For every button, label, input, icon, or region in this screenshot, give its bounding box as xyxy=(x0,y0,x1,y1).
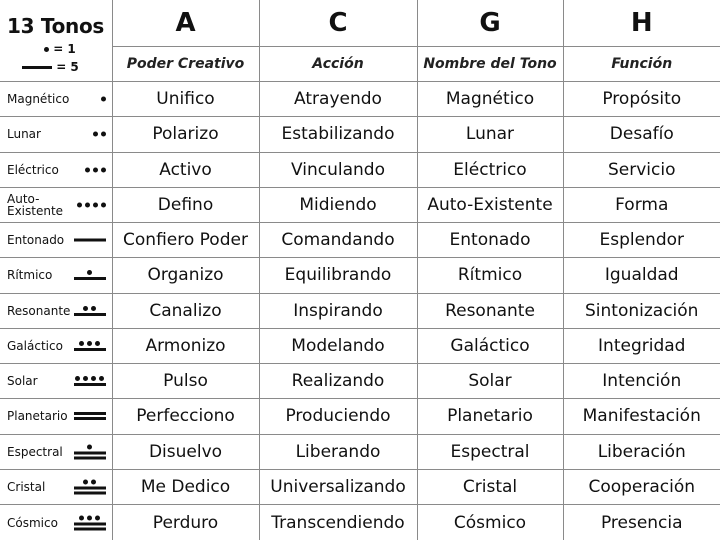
dot-icon xyxy=(99,376,104,381)
tone-row xyxy=(0,469,720,504)
funcion-cell: Cooperación xyxy=(563,469,720,504)
dot-icon xyxy=(83,376,88,381)
dot-icon xyxy=(93,167,98,172)
poder-creativo-cell: Armonizo xyxy=(112,328,259,363)
nombre-del-tono-cell: Entonado xyxy=(417,223,563,258)
accion-cell: Vinculando xyxy=(259,152,417,187)
tone-row xyxy=(0,258,720,293)
bar-icon xyxy=(74,486,106,489)
dot-icon xyxy=(85,167,90,172)
tone-row xyxy=(0,505,720,540)
tone-glyph-icon xyxy=(74,376,106,386)
column-desc-poder-creativo: Poder Creativo xyxy=(112,47,259,82)
accion-cell: Midiendo xyxy=(259,187,417,222)
dot-icon xyxy=(95,341,100,346)
bar-icon xyxy=(74,417,106,420)
bar-icon xyxy=(74,348,106,351)
funcion-cell: Manifestación xyxy=(563,399,720,434)
accion-cell: Transcendiendo xyxy=(259,505,417,540)
dot-icon xyxy=(95,515,100,520)
tone-name: Magnético xyxy=(7,92,70,107)
accion-cell: Realizando xyxy=(259,364,417,399)
tone-glyph-icon xyxy=(74,306,106,316)
dot-icon xyxy=(87,341,92,346)
accion-cell: Liberando xyxy=(259,434,417,469)
legend-dot-label: = 1 xyxy=(53,42,76,56)
dot-icon xyxy=(83,306,88,311)
tone-name: Resonante xyxy=(7,303,71,318)
dots-icon xyxy=(85,167,106,172)
column-desc-funcion: Función xyxy=(563,47,720,82)
nombre-del-tono-cell: Eléctrico xyxy=(417,152,563,187)
bar-icon xyxy=(74,412,106,415)
nombre-del-tono-cell: Lunar xyxy=(417,117,563,152)
dot-icon xyxy=(75,376,80,381)
tone-row xyxy=(0,117,720,152)
tone-cell xyxy=(0,293,112,328)
tone-name: Lunar xyxy=(7,127,41,142)
dots-icon xyxy=(87,270,92,275)
accion-cell: Comandando xyxy=(259,223,417,258)
nombre-del-tono-cell: Cristal xyxy=(417,469,563,504)
nombre-del-tono-cell: Resonante xyxy=(417,293,563,328)
tone-row xyxy=(0,434,720,469)
accion-cell: Estabilizando xyxy=(259,117,417,152)
dot-icon xyxy=(87,444,92,449)
tone-cell xyxy=(0,434,112,469)
nombre-del-tono-cell: Planetario xyxy=(417,399,563,434)
tone-glyph-icon xyxy=(74,444,106,459)
nombre-del-tono-cell: Espectral xyxy=(417,434,563,469)
nombre-del-tono-cell: Galáctico xyxy=(417,328,563,363)
bar-icon xyxy=(22,66,52,69)
accion-cell: Inspirando xyxy=(259,293,417,328)
dot-icon xyxy=(101,97,106,102)
poder-creativo-cell: Perfecciono xyxy=(112,399,259,434)
bar-icon xyxy=(74,277,106,280)
tone-name: Entonado xyxy=(7,233,65,248)
bar-icon xyxy=(74,527,106,530)
tone-name: Cósmico xyxy=(7,515,58,530)
legend-bar xyxy=(22,60,79,74)
poder-creativo-cell: Perduro xyxy=(112,505,259,540)
dot-icon xyxy=(83,479,88,484)
bar-icon xyxy=(74,456,106,459)
dots-icon xyxy=(101,97,106,102)
funcion-cell: Presencia xyxy=(563,505,720,540)
bar-icon xyxy=(74,491,106,494)
funcion-cell: Servicio xyxy=(563,152,720,187)
column-letter-a: A xyxy=(112,0,259,47)
tone-name: Auto- Existente xyxy=(7,191,64,218)
bar-icon xyxy=(74,239,106,242)
dots-icon xyxy=(79,341,100,346)
nombre-del-tono-cell: Rítmico xyxy=(417,258,563,293)
column-desc-nombre-del-tono: Nombre del Tono xyxy=(417,47,563,82)
funcion-cell: Liberación xyxy=(563,434,720,469)
accion-cell: Modelando xyxy=(259,328,417,363)
tone-name: Solar xyxy=(7,374,38,389)
funcion-cell: Desafío xyxy=(563,117,720,152)
tone-glyph-icon xyxy=(74,270,106,280)
accion-cell: Produciendo xyxy=(259,399,417,434)
poder-creativo-cell: Organizo xyxy=(112,258,259,293)
tone-glyph-icon xyxy=(74,515,106,530)
poder-creativo-cell: Activo xyxy=(112,152,259,187)
poder-creativo-cell: Polarizo xyxy=(112,117,259,152)
funcion-cell: Integridad xyxy=(563,328,720,363)
tone-glyph-icon xyxy=(74,341,106,351)
funcion-cell: Forma xyxy=(563,187,720,222)
tone-cell xyxy=(0,82,112,117)
tone-row xyxy=(0,399,720,434)
table-title: 13 Tonos xyxy=(7,14,105,38)
tone-cell xyxy=(0,152,112,187)
tone-cell xyxy=(0,469,112,504)
funcion-cell: Sintonización xyxy=(563,293,720,328)
funcion-cell: Propósito xyxy=(563,82,720,117)
nombre-del-tono-cell: Auto-Existente xyxy=(417,187,563,222)
poder-creativo-cell: Disuelvo xyxy=(112,434,259,469)
dot-icon xyxy=(93,132,98,137)
dot-icon xyxy=(79,341,84,346)
tone-glyph-icon xyxy=(77,202,106,207)
poder-creativo-cell: Canalizo xyxy=(112,293,259,328)
tone-row xyxy=(0,328,720,363)
tone-glyph-icon xyxy=(101,97,106,102)
dots-icon xyxy=(79,515,100,520)
tone-name: Cristal xyxy=(7,479,46,494)
tone-cell xyxy=(0,399,112,434)
tone-cell xyxy=(0,258,112,293)
tone-row xyxy=(0,293,720,328)
tone-cell xyxy=(0,187,112,222)
column-letter-g: G xyxy=(417,0,563,47)
poder-creativo-cell: Pulso xyxy=(112,364,259,399)
legend-corner xyxy=(0,0,112,82)
tone-glyph-icon xyxy=(74,412,106,420)
funcion-cell: Igualdad xyxy=(563,258,720,293)
header-row xyxy=(0,0,720,47)
accion-cell: Atrayendo xyxy=(259,82,417,117)
tone-row xyxy=(0,223,720,258)
tone-cell xyxy=(0,223,112,258)
dots-icon xyxy=(83,306,96,311)
column-letter-c: C xyxy=(259,0,417,47)
dots-icon xyxy=(77,202,106,207)
bar-icon xyxy=(74,383,106,386)
dot-icon xyxy=(91,479,96,484)
dot-icon xyxy=(93,202,98,207)
tone-glyph-icon xyxy=(74,239,106,242)
dot-icon xyxy=(77,202,82,207)
dot-icon xyxy=(87,515,92,520)
funcion-cell: Esplendor xyxy=(563,223,720,258)
tone-name: Eléctrico xyxy=(7,162,59,177)
dot-icon xyxy=(85,202,90,207)
tone-name: Rítmico xyxy=(7,268,53,283)
legend-bar-label: = 5 xyxy=(56,60,79,74)
column-desc-accion: Acción xyxy=(259,47,417,82)
nombre-del-tono-cell: Cósmico xyxy=(417,505,563,540)
tone-cell xyxy=(0,328,112,363)
tone-glyph-icon xyxy=(93,132,106,137)
accion-cell: Universalizando xyxy=(259,469,417,504)
dots-icon xyxy=(75,376,104,381)
bar-icon xyxy=(74,451,106,454)
tone-name: Espectral xyxy=(7,444,63,459)
dots-icon xyxy=(87,444,92,449)
dot-icon xyxy=(87,270,92,275)
tone-cell xyxy=(0,505,112,540)
dot-icon xyxy=(101,132,106,137)
poder-creativo-cell: Unifico xyxy=(112,82,259,117)
dots-icon xyxy=(83,479,96,484)
dot-icon xyxy=(101,167,106,172)
funcion-cell: Intención xyxy=(563,364,720,399)
nombre-del-tono-cell: Magnético xyxy=(417,82,563,117)
tone-cell xyxy=(0,364,112,399)
dots-icon xyxy=(93,132,106,137)
tone-row xyxy=(0,364,720,399)
tone-glyph-icon xyxy=(85,167,106,172)
column-letter-h: H xyxy=(563,0,720,47)
accion-cell: Equilibrando xyxy=(259,258,417,293)
poder-creativo-cell: Defino xyxy=(112,187,259,222)
tone-row xyxy=(0,152,720,187)
tone-row xyxy=(0,187,720,222)
nombre-del-tono-cell: Solar xyxy=(417,364,563,399)
dot-icon xyxy=(44,47,49,52)
tone-glyph-icon xyxy=(74,479,106,494)
bar-icon xyxy=(74,313,106,316)
bar-icon xyxy=(74,522,106,525)
tone-name: Planetario xyxy=(7,409,68,424)
tone-name: Galáctico xyxy=(7,338,63,353)
poder-creativo-cell: Confiero Poder xyxy=(112,223,259,258)
dot-icon xyxy=(91,376,96,381)
poder-creativo-cell: Me Dedico xyxy=(112,469,259,504)
dot-icon xyxy=(91,306,96,311)
tone-row xyxy=(0,82,720,117)
dot-icon xyxy=(101,202,106,207)
dot-icon xyxy=(79,515,84,520)
legend-dot xyxy=(44,42,76,56)
tone-cell xyxy=(0,117,112,152)
